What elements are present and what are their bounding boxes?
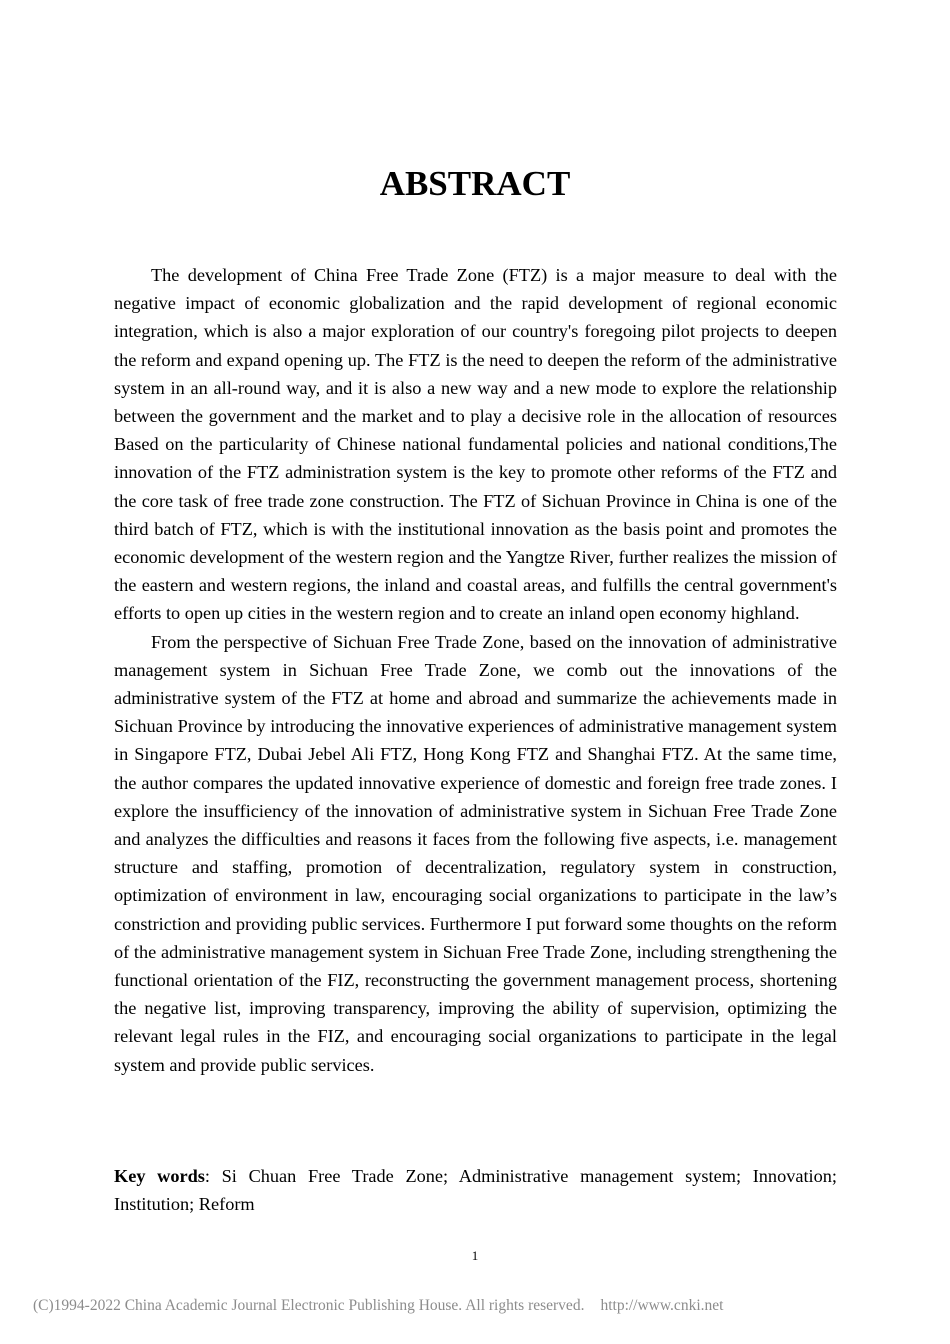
keywords (114, 1162, 837, 1218)
footer-url: http://www.cnki.net (600, 1297, 724, 1314)
abstract-paragraph-1: The development of China Free Trade Zone (FTZ) is a major measure to deal with the negative impact of economic globalization and the rapid development of regional economic integration, which is also a major exploration of our country's foregoing pilot projects to deepen the reform and expand opening up. The FTZ is the need to deepen the reform of the administrative system in an all-round way, and it is also a new way and a new mode to explore the relationship between the government and the market and to play a decisive role in the allocation of resources Based on the particularity of Chinese national fundamental policies and national conditions,The innovation of the FTZ administration system is the key to promote other reforms of the FTZ and the core task of free trade zone construction. The FTZ of Sichuan Province in China is one of the third batch of FTZ, which is with the institutional innovation as the basis point and promotes the economic development of the western region and the Yangtze River, further realizes the mission of the eastern and western regions, the inland and coastal areas, and fulfills the central government's efforts to open up cities in the western region and to create an inland open economy highland. (114, 265, 837, 624)
page-number: 1 (471, 1248, 479, 1263)
copyright-footer (33, 1296, 723, 1316)
copyright-text: (C)1994-2022 China Academic Journal Electronic Publishing House. All rights reserved. (33, 1297, 585, 1314)
keywords-list: : Si Chuan Free Trade Zone; Administrative management system; Innovation; Institution; Reform (114, 1166, 837, 1215)
abstract-body (114, 261, 837, 1079)
abstract-paragraph-2: From the perspective of Sichuan Free Trade Zone, based on the innovation of administrative management system in Sichuan Free Trade Zone, we comb out the innovations of the administrative system of the FTZ at home and abroad and summarize the achievements made in Sichuan Province by introducing the innovative experiences of administrative management system in Singapore FTZ, Dubai Jebel Ali FTZ, Hong Kong FTZ and Shanghai FTZ. At the same time, the author compares the updated innovative experience of domestic and foreign free trade zones. I explore the insufficiency of the innovation of administrative system in Sichuan Free Trade Zone and analyzes the difficulties and reasons it faces from the following five aspects, i.e. management structure and staffing, promotion of decentralization, regulatory system in construction, optimization of environment in law, encouraging social organizations to participate in the law’s constriction and providing public services. Furthermore I put forward some thoughts on the reform of the administrative management system in Sichuan Free Trade Zone, including strengthening the functional orientation of the FIZ, reconstructing the government management process, shortening the negative list, improving transparency, improving the ability of supervision, optimizing the relevant legal rules in the FIZ, and encouraging social organizations to participate in the legal system and provide public services. (114, 631, 837, 1075)
keywords-label: Key words (114, 1166, 205, 1186)
abstract-title: ABSTRACT (379, 164, 571, 203)
